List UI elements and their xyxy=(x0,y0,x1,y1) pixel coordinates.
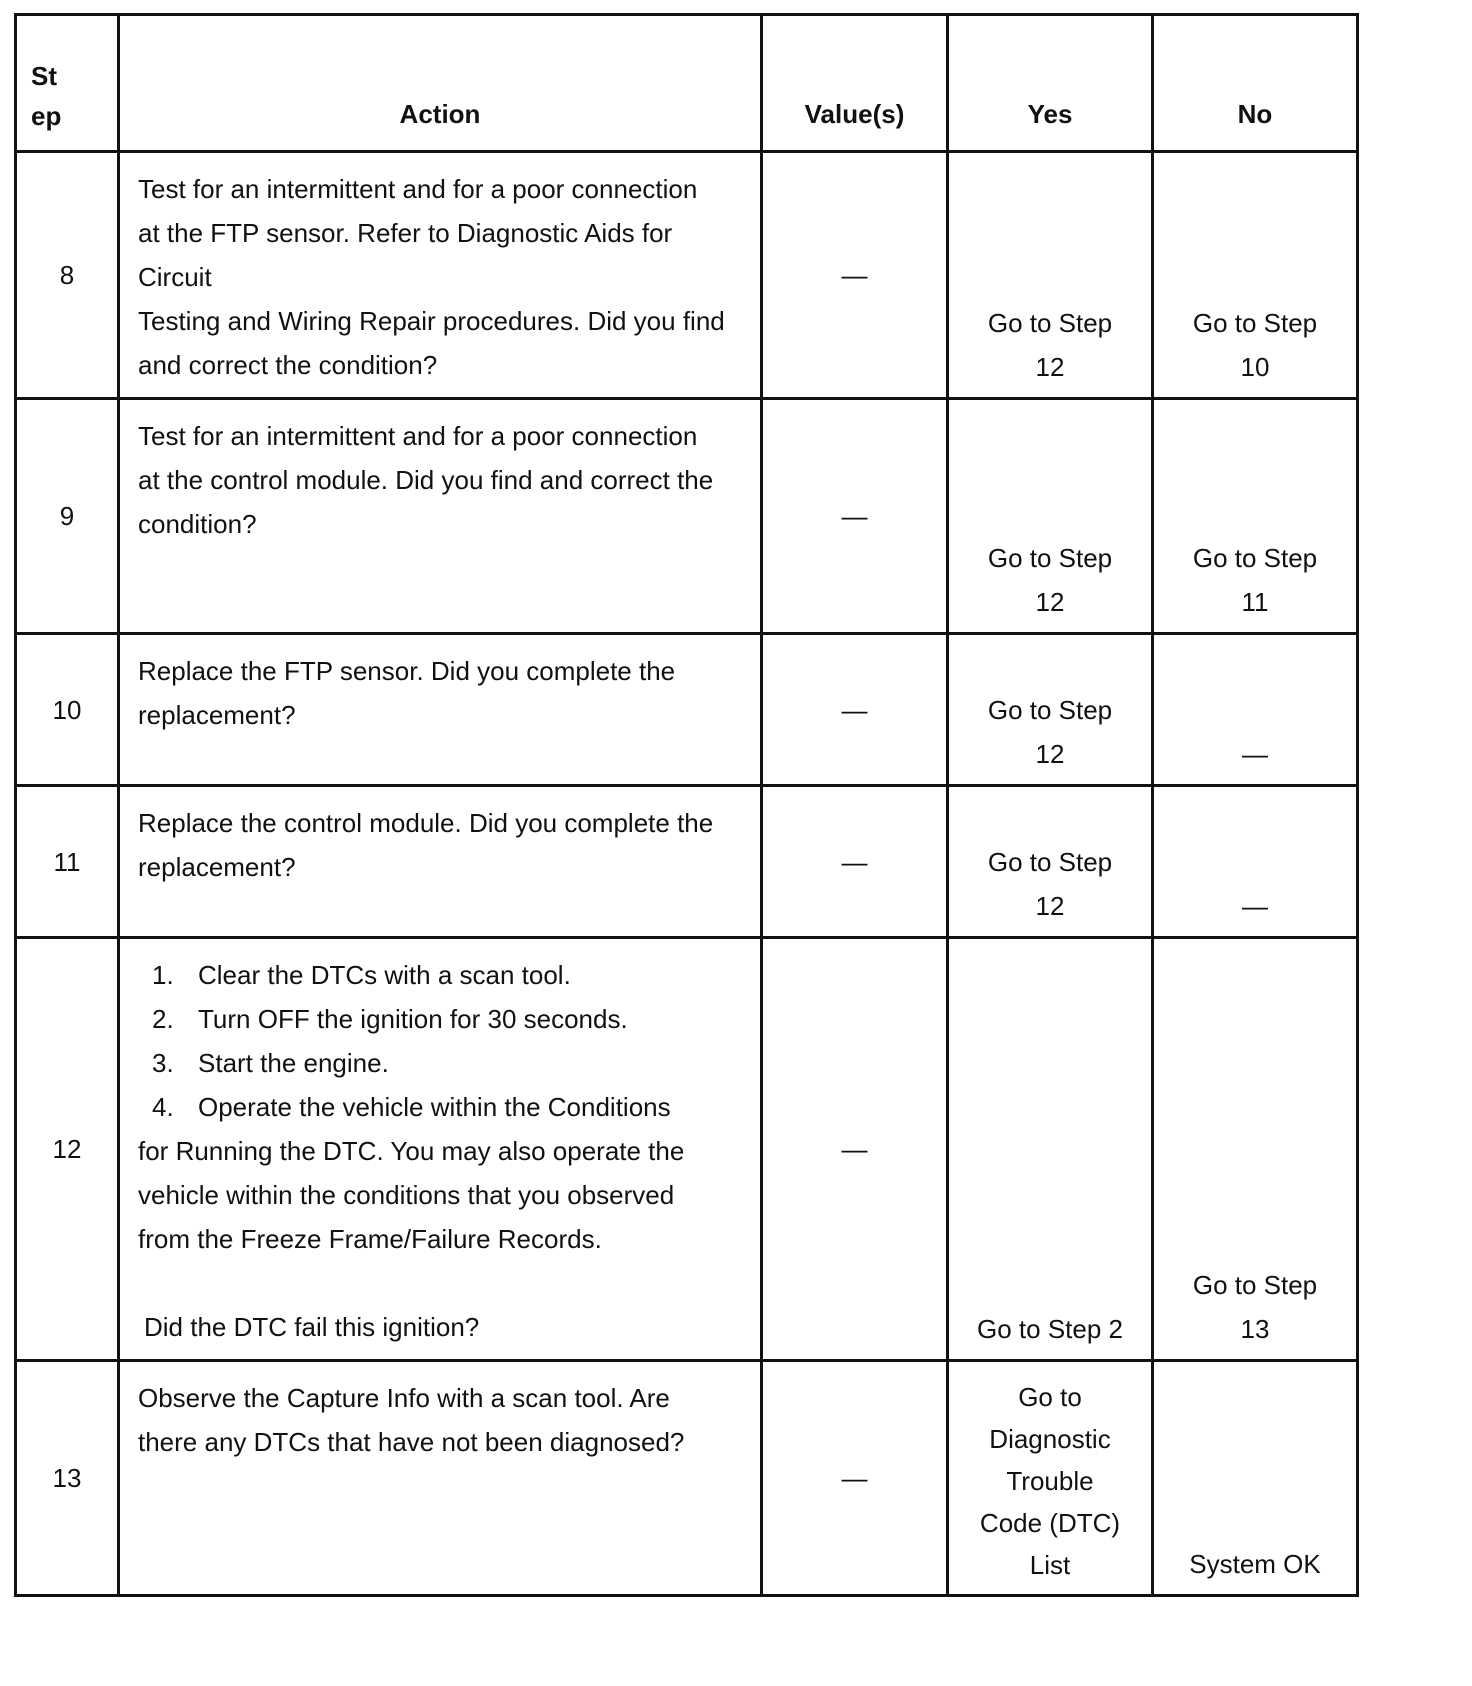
yes-cell: Go to Step 12 xyxy=(948,399,1153,634)
yes-cell: Go to Step 12 xyxy=(948,152,1153,399)
list-item: 1. Clear the DTCs with a scan tool. xyxy=(152,960,571,990)
diagnostic-step-table xyxy=(14,13,1359,1597)
header-action: Action xyxy=(119,15,762,152)
value-cell: — xyxy=(762,634,948,786)
yes-cell: Go to Step 12 xyxy=(948,786,1153,938)
value-cell: — xyxy=(762,938,948,1361)
table-row-step-12 xyxy=(16,938,1358,1361)
no-cell: System OK xyxy=(1153,1361,1358,1596)
table-row-step-10 xyxy=(16,634,1358,786)
question-text: Did the DTC fail this ignition? xyxy=(144,1312,480,1342)
table-row-step-8 xyxy=(16,152,1358,399)
no-cell: Go to Step 10 xyxy=(1153,152,1358,399)
list-item: 2. Turn OFF the ignition for 30 seconds. xyxy=(152,1004,628,1034)
step-number: 13 xyxy=(16,1361,119,1596)
yes-cell: Go to Diagnostic Trouble Code (DTC) List xyxy=(948,1361,1153,1596)
header-no: No xyxy=(1153,15,1358,152)
action-text: Test for an intermittent and for a poor connection at the FTP sensor. Refer to Diagnostic Aids for Circuit Testing and Wiring Repair procedures. Did you find and correct the condition? xyxy=(119,152,762,399)
step-number: 12 xyxy=(16,938,119,1361)
list-item: 3. Start the engine. xyxy=(152,1048,389,1078)
header-step: St ep xyxy=(16,15,119,152)
no-cell: — xyxy=(1153,786,1358,938)
action-text: 1. Clear the DTCs with a scan tool. 2. Turn OFF the ignition for 30 seconds. 3. Start the engine. 4. Operate the vehicle within the Conditions for Running the DTC. You may also operate the vehicle within the conditions that you observed from the Freeze Frame/Failure Records. Did the DTC fail this ignition? xyxy=(119,938,762,1361)
value-cell: — xyxy=(762,786,948,938)
action-text: Test for an intermittent and for a poor connection at the control module. Did you find and correct the condition? xyxy=(119,399,762,634)
list-item: 4. Operate the vehicle within the Conditions xyxy=(152,1092,671,1122)
action-text: Replace the control module. Did you complete the replacement? xyxy=(119,786,762,938)
yes-cell: Go to Step 2 xyxy=(948,938,1153,1361)
no-cell: Go to Step 11 xyxy=(1153,399,1358,634)
action-text: Observe the Capture Info with a scan tool. Are there any DTCs that have not been diagnosed? xyxy=(119,1361,762,1596)
header-values: Value(s) xyxy=(762,15,948,152)
table-row-step-13 xyxy=(16,1361,1358,1596)
header-row xyxy=(16,15,1358,152)
value-cell: — xyxy=(762,399,948,634)
header-yes: Yes xyxy=(948,15,1153,152)
no-cell: Go to Step 13 xyxy=(1153,938,1358,1361)
value-cell: — xyxy=(762,152,948,399)
value-cell: — xyxy=(762,1361,948,1596)
yes-cell: Go to Step 12 xyxy=(948,634,1153,786)
action-text: Replace the FTP sensor. Did you complete the replacement? xyxy=(119,634,762,786)
table-row-step-9 xyxy=(16,399,1358,634)
no-cell: — xyxy=(1153,634,1358,786)
table-row-step-11 xyxy=(16,786,1358,938)
step-number: 8 xyxy=(16,152,119,399)
step-number: 11 xyxy=(16,786,119,938)
step-number: 9 xyxy=(16,399,119,634)
step-number: 10 xyxy=(16,634,119,786)
